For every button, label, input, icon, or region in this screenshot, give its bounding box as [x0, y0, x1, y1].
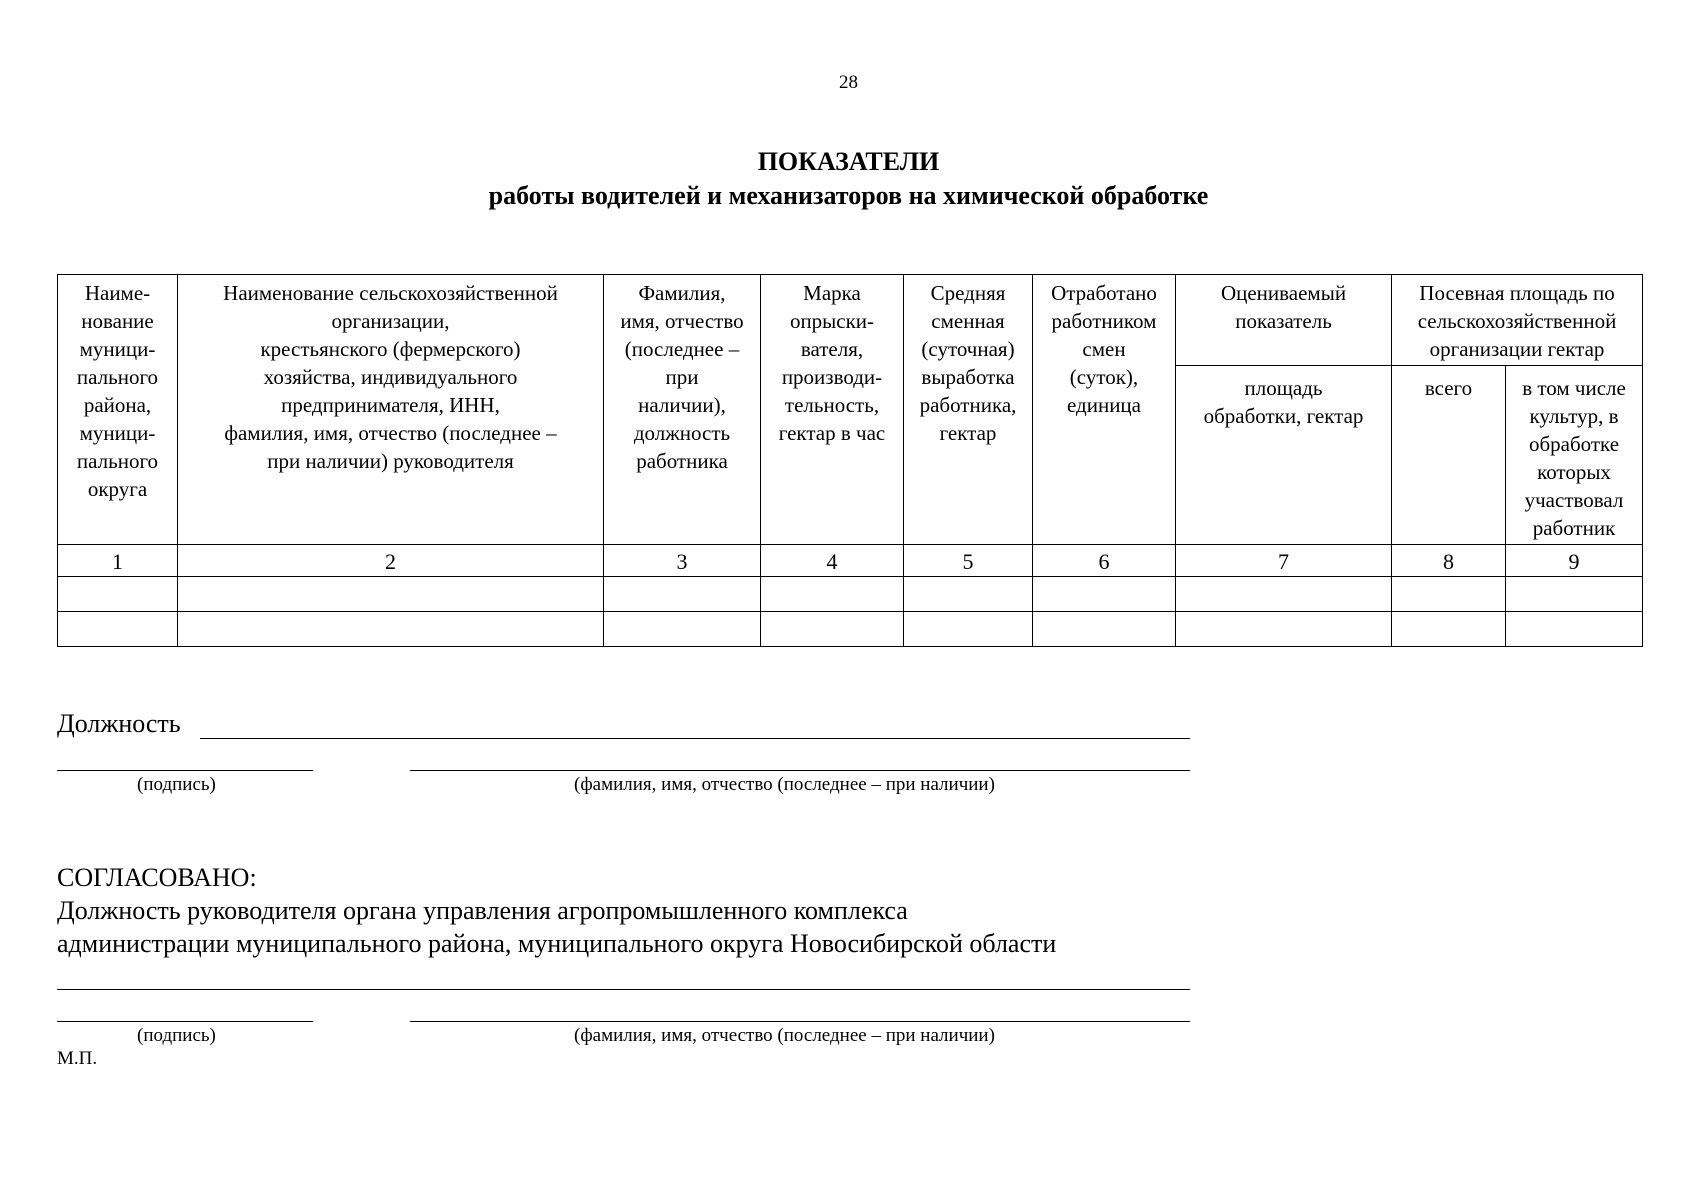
- table-cell[interactable]: [1392, 612, 1506, 647]
- column-number: 6: [1033, 545, 1176, 577]
- header-including-crops: в том числе культур, в обработке которых участвовал работник: [1506, 366, 1643, 545]
- signature-caption: (подпись): [137, 774, 216, 795]
- approval-name-field-line[interactable]: [410, 1021, 1190, 1022]
- table-cell[interactable]: [1506, 612, 1643, 647]
- column-number: 3: [604, 545, 761, 577]
- approval-signature-field-line[interactable]: [57, 1021, 313, 1022]
- header-shifts-worked: Отработано работником смен (суток), единица: [1033, 275, 1176, 545]
- table-cell[interactable]: [178, 577, 604, 612]
- header-sprayer: Марка опрыски- вателя, производи- тельность, гектар в час: [761, 275, 904, 545]
- table-cell[interactable]: [58, 577, 178, 612]
- table-cell[interactable]: [761, 577, 904, 612]
- table-cell[interactable]: [604, 612, 761, 647]
- position-label: Должность: [57, 709, 181, 738]
- table-cell[interactable]: [1176, 612, 1392, 647]
- header-worker: Фамилия, имя, отчество (последнее – при наличии), должность работника: [604, 275, 761, 545]
- table-cell[interactable]: [178, 612, 604, 647]
- table-cell[interactable]: [1033, 577, 1176, 612]
- table-cell[interactable]: [1506, 577, 1643, 612]
- header-total: всего: [1392, 366, 1506, 545]
- column-number: 8: [1392, 545, 1506, 577]
- table-cell[interactable]: [1392, 577, 1506, 612]
- approval-position-field-line[interactable]: [57, 989, 1190, 990]
- table-cell[interactable]: [604, 577, 761, 612]
- table-cell[interactable]: [1176, 577, 1392, 612]
- name-field-line[interactable]: [410, 770, 1190, 771]
- approval-signature-caption: (подпись): [137, 1025, 216, 1046]
- column-numbers-row: [58, 545, 1643, 577]
- column-number: 7: [1176, 545, 1392, 577]
- stamp-label: М.П.: [57, 1048, 98, 1069]
- column-number: 2: [178, 545, 604, 577]
- signature-field-line[interactable]: [57, 770, 313, 771]
- header-treated-area: площадь обработки, гектар: [1176, 366, 1392, 545]
- position-field-line[interactable]: [200, 738, 1190, 739]
- column-number: 5: [904, 545, 1033, 577]
- column-number: 1: [58, 545, 178, 577]
- column-number: 4: [761, 545, 904, 577]
- header-sown-area: Посевная площадь по сельскохозяйственной организации гектар: [1392, 275, 1643, 366]
- table-row: [58, 612, 1643, 647]
- page-number: 28: [839, 72, 858, 93]
- approval-position-line1: Должность руководителя органа управления агропромышленного комплекса: [57, 896, 908, 925]
- indicators-table: [57, 274, 1643, 647]
- header-evaluated-indicator: Оцениваемый показатель: [1176, 275, 1392, 366]
- title-subheading: работы водителей и механизаторов на химической обработке: [488, 181, 1209, 210]
- name-caption: (фамилия, имя, отчество (последнее – при наличии): [574, 774, 995, 795]
- title-heading: ПОКАЗАТЕЛИ: [757, 147, 940, 176]
- table-cell[interactable]: [58, 612, 178, 647]
- document-title: [0, 145, 1697, 213]
- approval-heading: СОГЛАСОВАНО:: [57, 863, 257, 892]
- table-cell[interactable]: [904, 612, 1033, 647]
- table-row: [58, 577, 1643, 612]
- approval-name-caption: (фамилия, имя, отчество (последнее – при наличии): [574, 1025, 995, 1046]
- header-district: Наиме- нование муници- пального района, муници- пального округа: [58, 275, 178, 545]
- column-number: 9: [1506, 545, 1643, 577]
- table-cell[interactable]: [761, 612, 904, 647]
- approval-position-line2: администрации муниципального района, муниципального округа Новосибирской области: [57, 929, 1057, 958]
- header-average-output: Средняя сменная (суточная) выработка работника, гектар: [904, 275, 1033, 545]
- header-organization: Наименование сельскохозяйственной организации, крестьянского (фермерского) хозяйства, индивидуального предпринимателя, ИНН, фамилия, имя, отчество (последнее – при наличии) руководителя: [178, 275, 604, 545]
- table-cell[interactable]: [1033, 612, 1176, 647]
- table-cell[interactable]: [904, 577, 1033, 612]
